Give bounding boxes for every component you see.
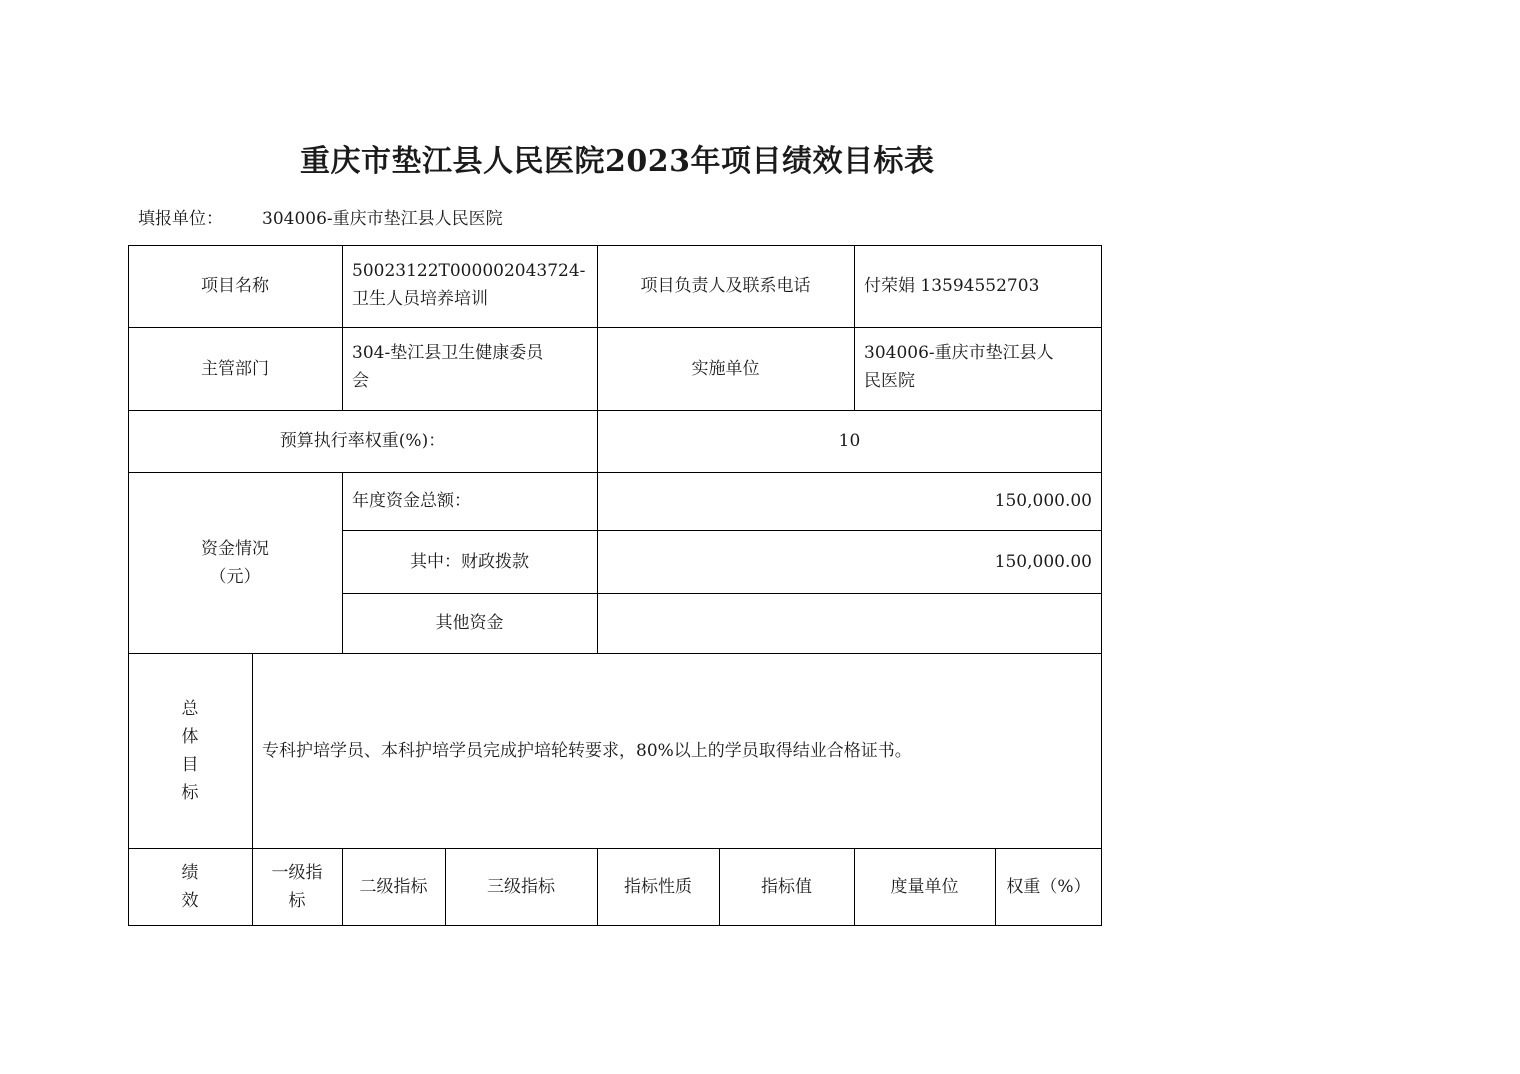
budget-weight-value-text: 10: [838, 431, 861, 451]
overall-goal-text: [252, 653, 1102, 848]
table-border: [128, 245, 129, 926]
indicator-value-header-text: 指标值: [761, 877, 812, 897]
overall-goal-label-char: 标: [181, 782, 199, 803]
other-funds-label: [342, 593, 597, 653]
overall-goal-label-char: 目: [181, 754, 199, 775]
table-border: [128, 653, 1102, 654]
measure-unit-header-text: 度量单位: [890, 877, 959, 897]
annual-total-value-text: 150,000.00: [994, 491, 1092, 511]
weight-header-text: 权重（%）: [1006, 877, 1091, 897]
fiscal-appropriation-value: [597, 530, 1102, 593]
fiscal-appropriation-value-text: 150,000.00: [994, 551, 1092, 572]
other-funds-label-text: 其他资金: [435, 613, 504, 633]
table-border: [995, 848, 996, 926]
budget-weight-label: [128, 410, 597, 472]
performance-target-table: [128, 245, 1102, 926]
project-name-value: [342, 245, 597, 327]
overall-goal-label-char: 体: [181, 726, 199, 747]
implementation-unit-value: [854, 327, 1102, 410]
performance-label-char: 绩: [181, 863, 199, 883]
measure-unit-header: [854, 848, 995, 926]
table-border: [719, 848, 720, 926]
department-value: [342, 327, 597, 410]
department-label: [128, 327, 342, 410]
implementation-unit-value-line1: 304006-重庆市垫江县人: [864, 343, 1054, 363]
project-name-label-text: 项目名称: [201, 276, 269, 296]
table-border: [342, 530, 1102, 531]
other-funds-value: [597, 593, 1102, 653]
level3-indicator-header-text: 三级指标: [487, 877, 555, 897]
weight-header: [995, 848, 1102, 926]
project-name-label: [128, 245, 342, 327]
table-border: [128, 410, 1102, 411]
funds-label: [128, 472, 342, 653]
table-border: [128, 327, 1102, 328]
overall-goal-label: [128, 653, 252, 848]
project-contact-label-text: 项目负责人及联系电话: [640, 276, 811, 296]
annual-total-label: [342, 472, 597, 530]
table-border: [445, 848, 446, 926]
level3-indicator-header: [445, 848, 597, 926]
table-border: [854, 245, 855, 410]
table-border: [854, 848, 855, 926]
table-border: [128, 848, 1102, 849]
table-border: [597, 848, 598, 926]
funds-label-line1: 资金情况: [201, 538, 269, 559]
project-contact-value: [854, 245, 1102, 327]
department-value-line2: 会: [352, 371, 369, 391]
level1-indicator-header: [252, 848, 342, 926]
department-value-line1: 304-垫江县卫生健康委员: [352, 343, 544, 363]
project-name-value-line1: 50023122T000002043724-: [352, 261, 586, 281]
table-border: [128, 472, 1102, 473]
implementation-unit-value-line2: 民医院: [864, 371, 915, 391]
implementation-unit-label: [597, 327, 854, 410]
implementation-unit-label-text: 实施单位: [691, 358, 760, 379]
project-name-value-line2: 卫生人员培养培训: [352, 289, 488, 309]
level2-indicator-header: [342, 848, 445, 926]
annual-total-label-text: 年度资金总额：: [352, 491, 471, 511]
overall-goal-label-char: 总: [181, 698, 199, 719]
table-border: [597, 245, 598, 653]
indicator-nature-header: [597, 848, 719, 926]
level1-indicator-header-line1: 一级指: [271, 863, 323, 883]
table-border: [128, 925, 1102, 926]
department-label-text: 主管部门: [201, 358, 269, 379]
project-contact-value-text: 付荣娟 13594552703: [864, 276, 1040, 296]
table-border: [128, 245, 1102, 246]
table-border: [252, 653, 253, 926]
level1-indicator-header-line2: 标: [288, 891, 306, 911]
project-contact-label: [597, 245, 854, 327]
budget-weight-label-text: 预算执行率权重(%)：: [279, 431, 446, 451]
fiscal-appropriation-label-text: 其中：财政拨款: [410, 551, 529, 572]
level2-indicator-header-text: 二级指标: [359, 877, 428, 897]
performance-label: [128, 848, 252, 926]
table-border: [342, 245, 343, 410]
indicator-value-header: [719, 848, 854, 926]
funds-label-line2: （元）: [209, 566, 261, 587]
table-border: [342, 593, 1102, 594]
table-border: [342, 848, 343, 926]
report-unit-line: [138, 204, 503, 229]
report-unit-label: 填报单位：: [138, 209, 223, 229]
budget-weight-value: [597, 410, 1102, 472]
table-border: [342, 472, 343, 653]
performance-label-char: 效: [181, 891, 199, 911]
table-border: [1101, 245, 1102, 926]
indicator-nature-header-text: 指标性质: [624, 877, 692, 897]
page-title: 重庆市垫江县人民医院2023年项目绩效目标表: [300, 144, 935, 179]
fiscal-appropriation-label: [342, 530, 597, 593]
report-unit-value: 304006-重庆市垫江县人民医院: [262, 209, 503, 229]
overall-goal-text-content: 专科护培学员、本科护培学员完成护培轮转要求，80%以上的学员取得结业合格证书。: [262, 740, 912, 761]
annual-total-value: [597, 472, 1102, 530]
